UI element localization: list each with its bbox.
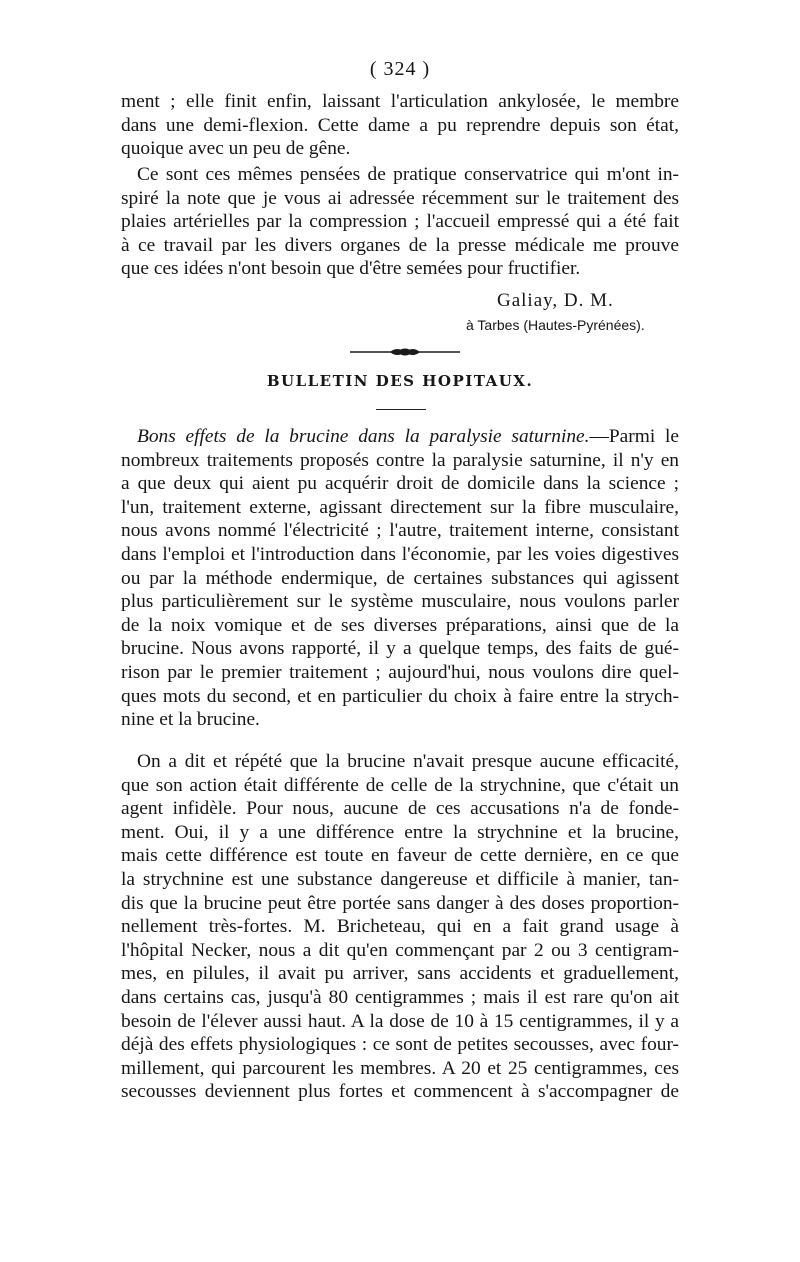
text-line: nellement très-fortes. M. Bricheteau, qui en a fait grand usage à — [121, 916, 679, 938]
text-line: quoique avec un peu de gêne. — [121, 138, 351, 160]
text-line: dans certains cas, jusqu'à 80 centigrammes ; mais il est rare qu'on ait — [121, 986, 679, 1008]
ornament-divider — [350, 345, 460, 359]
text-line: a que deux qui aient pu acquérir droit de domicile dans la science ; — [121, 473, 679, 495]
signature-name: Galiay, D. M. — [497, 290, 614, 311]
text-line: déjà des effets physiologiques : ce sont de petites secousses, avec four- — [121, 1034, 679, 1056]
text-line: besoin de l'élever aussi haut. A la dose de 10 à 15 centigrammes, il y a — [121, 1010, 679, 1032]
text-fragment: —Parmi le — [589, 426, 679, 447]
text-line: l'hôpital Necker, nous a dit qu'en commençant par 2 ou 3 centigram- — [121, 939, 679, 961]
paragraph-brucine-efficacy — [121, 750, 679, 1104]
text-line: dans une demi-flexion. Cette dame a pu reprendre depuis son état, — [121, 114, 679, 136]
page-number: ( 324 ) — [369, 58, 431, 80]
paragraph-continuation — [121, 90, 679, 161]
text-line: que ces idées n'ont besoin que d'être semées pour fructifier. — [121, 258, 581, 280]
text-line: ques mots du second, et en particulier du choix à faire entre la strych- — [121, 685, 679, 707]
text-line: plaies artérielles par la compression ; l'accueil empressé qui a été fait — [121, 211, 679, 233]
text-line: dans l'emploi et l'introduction dans l'économie, par les voies digestives — [121, 543, 679, 565]
text-line: que son action était différente de celle de la strychnine, que c'était un — [121, 774, 679, 796]
text-line: nous avons nommé l'électricité ; l'autre, traitement interne, consistant — [121, 520, 679, 542]
text-line: de la noix vomique et de ses diverses préparations, ainsi que de la — [121, 614, 679, 636]
section-rule — [376, 409, 426, 410]
text-line: nombreux traitements proposés contre la paralysie saturnine, il n'y en — [121, 449, 679, 471]
article-title: Bons effets de la brucine dans la paralysie saturnine. — [137, 426, 590, 447]
text-line: brucine. Nous avons rapporté, il y a quelque temps, des faits de gué- — [121, 638, 679, 660]
text-line: mes, en pilules, il avait pu arriver, sans accidents et graduellement, — [121, 963, 679, 985]
text-line: dis que la brucine peut être portée sans danger à des doses proportion- — [121, 892, 679, 914]
section-heading: BULLETIN DES HOPITAUX. — [266, 372, 534, 390]
text-line: plus particulièrement sur le système musculaire, nous voulons parler — [121, 591, 679, 613]
text-line: Ce sont ces mêmes pensées de pratique conservatrice qui m'ont in- — [137, 164, 679, 185]
text-line: agent infidèle. Pour nous, aucune de ces accusations n'a de fonde- — [121, 798, 679, 820]
text-line: ment ; elle finit enfin, laissant l'articulation ankylosée, le membre — [121, 91, 679, 112]
text-line: la strychnine est une substance dangereuse et difficile à manier, tan- — [121, 868, 679, 890]
paragraph-brucine-intro — [121, 425, 679, 732]
signature-place: à Tarbes (Hautes-Pyrénées). — [466, 317, 645, 333]
paragraph-conservative-practice — [121, 163, 679, 281]
text-line: millement, qui parcourent les membres. A 20 et 25 centigrammes, ces — [121, 1057, 679, 1079]
text-line: ment. Oui, il y a une différence entre la strychnine et la brucine, — [121, 821, 679, 843]
text-line: à ce travail par les divers organes de la presse médicale me prouve — [121, 234, 679, 256]
text-line: mais cette différence est toute en faveur de cette dernière, en ce que — [121, 845, 679, 867]
text-line: rison par le premier traitement ; aujourd'hui, nous voulons dire quel- — [121, 661, 679, 683]
text-line: ou par la méthode endermique, de certaines substances qui agissent — [121, 567, 679, 589]
text-line — [121, 425, 679, 449]
text-line: nine et la brucine. — [121, 709, 260, 731]
text-line: l'un, traitement externe, agissant directement sur la fibre musculaire, — [121, 496, 679, 518]
text-line: spiré la note que je vous ai adressée récemment sur le traitement des — [121, 187, 679, 209]
text-line: On a dit et répété que la brucine n'avait presque aucune efficacité, — [137, 751, 679, 772]
text-line: secousses deviennent plus fortes et commencent à s'accompagner de — [121, 1081, 679, 1103]
